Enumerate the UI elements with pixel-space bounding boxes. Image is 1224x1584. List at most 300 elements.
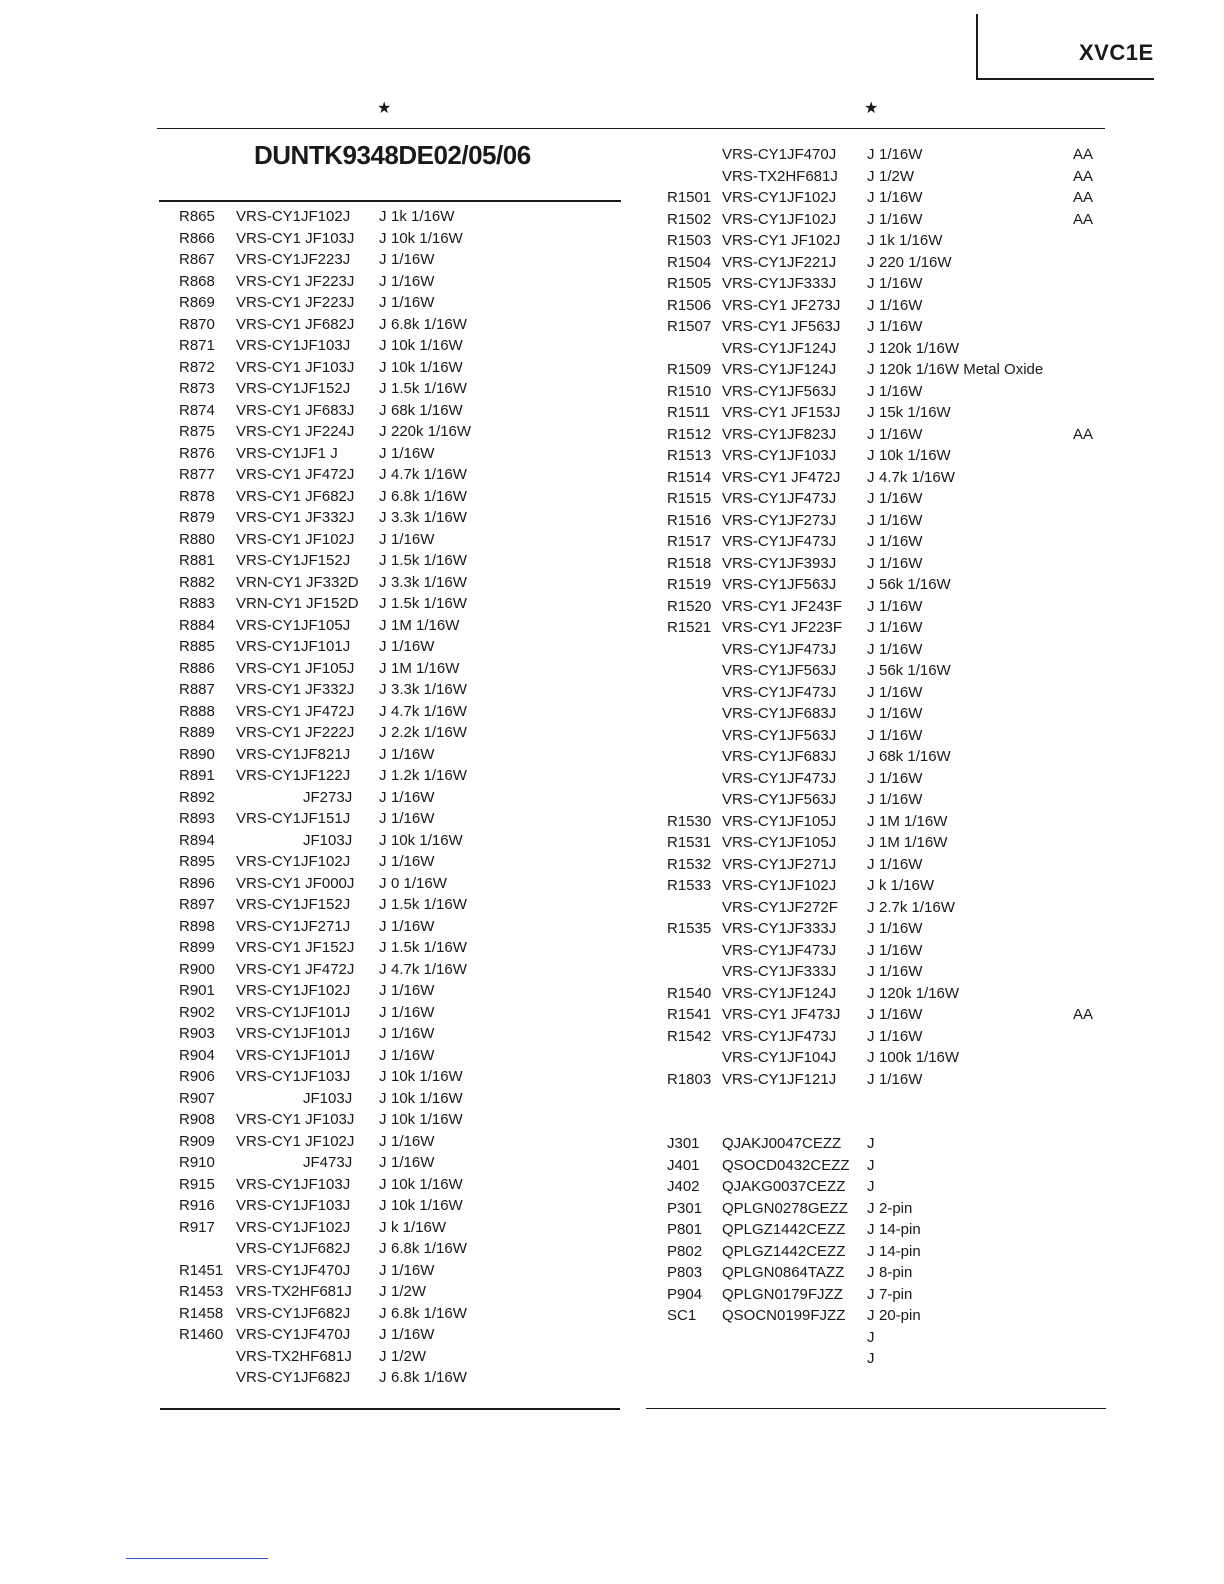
part-code: J [867, 855, 875, 873]
part-ref: R885 [179, 638, 215, 655]
part-ref: R1541 [667, 1006, 712, 1023]
part-desc: 1/16W [391, 294, 435, 311]
part-code: J [867, 726, 875, 744]
part-part: VRS-CY1JF1 J [236, 444, 338, 462]
part-ref: R901 [179, 982, 215, 999]
part-desc: 1/16W [391, 853, 435, 870]
part-code: J [379, 896, 387, 913]
part-row [179, 228, 619, 250]
part-desc: 1/16W [391, 1003, 435, 1021]
part-row [667, 402, 1107, 424]
part-ref: R916 [179, 1197, 215, 1214]
part-row [179, 1195, 619, 1217]
part-code: J [379, 251, 387, 268]
part-row [667, 381, 1107, 403]
part-desc: 56k 1/16W [879, 576, 951, 593]
part-desc: 10k 1/16W [391, 1175, 463, 1193]
part-part: VRS-CY1JF682J [236, 1240, 351, 1257]
part-ref: J401 [667, 1156, 700, 1174]
part-ref: R888 [179, 702, 215, 720]
part-row [179, 314, 619, 336]
part-ref: SC1 [667, 1307, 697, 1324]
part-code: J [379, 1175, 387, 1193]
part-code: J [379, 724, 387, 741]
part-part: VRS-CY1 JF683J [236, 401, 355, 419]
part-row [179, 765, 619, 787]
part-desc: 4.7k 1/16W [391, 702, 467, 720]
part-part: VRS-CY1 JF243F [722, 597, 843, 615]
part-part: VRS-CY1JF103J [236, 1197, 351, 1214]
part-part: VRS-CY1JF101J [236, 1046, 351, 1064]
part-code: J [867, 1221, 875, 1238]
part-part: VRS-CY1 JF000J [236, 874, 355, 892]
part-ref: R899 [179, 939, 215, 956]
part-desc: 1/2W [879, 167, 915, 185]
part-part: VRS-CY1JF473J [722, 1027, 837, 1045]
part-row [179, 1152, 619, 1174]
part-part: VRS-CY1 JF102J [236, 1132, 355, 1150]
part-part: VRS-CY1 JF223J [236, 294, 355, 311]
part-part: VRS-CY1JF105J [722, 834, 837, 851]
part-code: J [867, 597, 875, 615]
part-desc: 1/16W [391, 1025, 435, 1042]
part-part: VRS-CY1JF152J [236, 552, 351, 569]
part-row [179, 679, 619, 701]
part-ref: R902 [179, 1003, 215, 1021]
part-desc: 1/16W [879, 597, 923, 615]
part-ref: R917 [179, 1218, 215, 1236]
part-row [179, 464, 619, 486]
part-ref: R1535 [667, 920, 712, 937]
part-desc: 1/16W [879, 1070, 923, 1088]
part-ref: R1512 [667, 425, 712, 443]
model-number: XVC1E [1079, 40, 1154, 65]
part-row [667, 252, 1107, 274]
part-row [667, 746, 1107, 768]
part-ref: R889 [179, 724, 215, 741]
part-row [179, 271, 619, 293]
part-ref: R1519 [667, 576, 712, 593]
part-desc: 1/16W [391, 638, 435, 655]
part-row [667, 639, 1107, 661]
part-part: QJAKJ0047CEZZ [722, 1135, 842, 1152]
part-ref: P803 [667, 1264, 703, 1281]
part-part: VRS-CY1JF473J [722, 683, 837, 701]
part-code: J [379, 229, 387, 247]
part-row [667, 1327, 1107, 1349]
part-part: VRS-CY1 JF103J [236, 229, 355, 247]
part-part: VRS-CY1JF333J [722, 275, 837, 292]
part-row [667, 467, 1107, 489]
part-code: J [867, 1006, 875, 1023]
part-part: QPLGZ1442CEZZ [722, 1242, 846, 1260]
part-desc: 1/16W [391, 810, 435, 827]
part-row [667, 316, 1107, 338]
part-ref: J402 [667, 1178, 700, 1195]
part-code: J [379, 1046, 387, 1064]
part-ref: R910 [179, 1154, 215, 1171]
part-ref: R896 [179, 874, 215, 892]
part-part: QJAKG0037CEZZ [722, 1178, 846, 1195]
part-ref: R1515 [667, 490, 712, 507]
part-row [179, 249, 619, 271]
part-ref: R1514 [667, 468, 712, 486]
part-desc: 20-pin [879, 1307, 921, 1324]
part-ref: R1458 [179, 1304, 224, 1322]
part-desc: 3.3k 1/16W [391, 573, 467, 591]
part-ref: R876 [179, 444, 215, 462]
part-part: VRS-CY1JF122J [236, 767, 351, 784]
part-ref: R909 [179, 1132, 215, 1150]
part-desc: 4.7k 1/16W [391, 466, 467, 483]
part-desc: 15k 1/16W [879, 404, 951, 421]
part-row [179, 851, 619, 873]
part-desc: 1/16W [879, 791, 923, 808]
part-ref: R1520 [667, 597, 712, 615]
part-row [667, 811, 1107, 833]
part-code: J [867, 1178, 875, 1195]
part-part: VRS-CY1JF683J [722, 705, 837, 722]
part-desc: 10k 1/16W [391, 229, 463, 247]
part-desc: 68k 1/16W [879, 748, 951, 765]
part-code: J [379, 1218, 387, 1236]
part-row [667, 961, 1107, 983]
part-row [667, 660, 1107, 682]
part-desc: 1/16W [391, 1261, 435, 1279]
part-code: J [379, 466, 387, 483]
part-desc: 4.7k 1/16W [879, 468, 955, 486]
part-ref: J301 [667, 1135, 700, 1152]
part-desc: 1/16W [879, 382, 923, 400]
part-row [179, 486, 619, 508]
part-row [179, 1088, 619, 1110]
part-desc: 1/16W [391, 530, 435, 548]
part-desc: 10k 1/16W [391, 1068, 463, 1085]
part-row [179, 830, 619, 852]
part-code: J [379, 315, 387, 333]
part-desc: 1/16W [391, 788, 435, 806]
part-desc: 1M 1/16W [391, 616, 460, 634]
part-code: J [379, 1240, 387, 1257]
part-ref: R915 [179, 1175, 215, 1193]
part-desc: 220k 1/16W [391, 423, 472, 440]
part-row [667, 1133, 1107, 1155]
part-ref: R1533 [667, 877, 712, 894]
part-rank: AA [1073, 210, 1094, 228]
part-ref: R891 [179, 767, 215, 784]
part-row [179, 1045, 619, 1067]
part-part: QPLGZ1442CEZZ [722, 1221, 846, 1238]
part-code: J [379, 982, 387, 999]
part-row [667, 983, 1107, 1005]
part-part: VRS-CY1 JF273J [722, 296, 841, 314]
part-part: VRS-CY1JF101J [236, 638, 351, 655]
part-part: VRS-CY1JF473J [722, 769, 837, 787]
part-desc: 1/16W [879, 1027, 923, 1045]
part-part: VRS-CY1JF821J [236, 745, 351, 763]
part-part: VRS-CY1JF473J [722, 490, 837, 507]
part-part: VRS-CY1 JF472J [236, 466, 355, 483]
part-row [667, 1069, 1107, 1091]
part-ref: R1502 [667, 210, 712, 228]
part-part: QPLGN0179FJZZ [722, 1285, 843, 1303]
part-code: J [379, 1154, 387, 1171]
part-part: VRS-CY1 JF563J [722, 318, 841, 335]
part-part: QPLGN0864TAZZ [722, 1264, 845, 1281]
part-code: J [379, 1261, 387, 1279]
part-row [179, 937, 619, 959]
part-desc: 10k 1/16W [879, 447, 951, 464]
part-row [179, 292, 619, 314]
part-row [667, 918, 1107, 940]
part-code: J [867, 339, 875, 357]
part-rank: AA [1073, 167, 1094, 185]
part-part: VRS-CY1JF333J [722, 920, 837, 937]
part-row [667, 209, 1107, 231]
part-row [667, 1348, 1107, 1370]
part-code: J [379, 208, 387, 225]
part-row [667, 789, 1107, 811]
part-part: VRS-CY1JF563J [722, 662, 837, 679]
part-code: J [379, 638, 387, 655]
unit-title-rule [159, 200, 621, 202]
part-row [667, 574, 1107, 596]
part-part: VRS-CY1JF563J [722, 791, 837, 808]
part-row [667, 1305, 1107, 1327]
part-part: VRS-CY1JF102J [722, 189, 837, 206]
part-row [667, 166, 1107, 188]
part-row [179, 1367, 619, 1389]
part-code: J [379, 616, 387, 634]
part-desc: 14-pin [879, 1242, 921, 1260]
part-desc: 68k 1/16W [391, 401, 463, 419]
part-code: J [379, 702, 387, 720]
part-part: VRS-CY1 JF105J [236, 659, 355, 677]
part-code: J [379, 595, 387, 612]
part-row [667, 338, 1107, 360]
part-ref: R877 [179, 466, 215, 483]
part-desc: 1/16W [879, 210, 923, 228]
part-code: J [867, 425, 875, 443]
part-desc: 1M 1/16W [879, 834, 948, 851]
part-code: J [379, 1068, 387, 1085]
part-code: J [867, 511, 875, 529]
part-ref: R892 [179, 788, 215, 806]
part-ref: R886 [179, 659, 215, 677]
part-part: QSOCD0432CEZZ [722, 1156, 850, 1174]
part-code: J [867, 1285, 875, 1303]
part-part: VRS-CY1JF152J [236, 380, 351, 397]
part-desc: 100k 1/16W [879, 1049, 960, 1066]
part-code: J [867, 705, 875, 722]
part-part: JF103J [303, 831, 353, 849]
part-row [179, 593, 619, 615]
part-desc: 1/16W [879, 554, 923, 572]
part-row [667, 1155, 1107, 1177]
part-row [667, 273, 1107, 295]
part-ref: P904 [667, 1285, 703, 1303]
part-ref: R898 [179, 917, 215, 935]
part-desc: 1/16W [391, 917, 435, 935]
part-rank: AA [1073, 1006, 1094, 1023]
part-desc: 1/16W [879, 769, 923, 787]
part-desc: 1/16W [879, 640, 923, 658]
part-part: VRS-CY1JF102J [236, 1218, 351, 1236]
part-part: VRS-CY1JF101J [236, 1003, 351, 1021]
part-row [667, 854, 1107, 876]
part-desc: 120k 1/16W [879, 339, 960, 357]
part-desc: 1/16W [879, 146, 923, 163]
part-row [179, 1066, 619, 1088]
part-ref: R1803 [667, 1070, 712, 1088]
part-row [667, 1047, 1107, 1069]
part-desc: 1/16W [879, 705, 923, 722]
part-part: VRS-CY1JF103J [236, 1175, 351, 1193]
part-desc: 1/16W [879, 275, 923, 292]
part-part: VRS-CY1 JF223J [236, 272, 355, 290]
part-code: J [379, 1003, 387, 1021]
part-desc: 2.7k 1/16W [879, 898, 955, 916]
part-row [179, 1238, 619, 1260]
part-row [667, 682, 1107, 704]
part-part: VRS-CY1 JF332J [236, 681, 355, 698]
part-part: VRS-CY1JF563J [722, 382, 837, 400]
part-code: J [379, 745, 387, 763]
part-ref: R1451 [179, 1261, 224, 1279]
part-row [667, 832, 1107, 854]
part-ref: R881 [179, 552, 215, 569]
part-code: J [867, 447, 875, 464]
part-code: J [867, 662, 875, 679]
part-part: JF273J [303, 788, 353, 806]
part-part: VRN-CY1 JF332D [236, 573, 359, 591]
part-ref: R1507 [667, 318, 712, 335]
part-row [179, 529, 619, 551]
part-ref: R1517 [667, 533, 712, 550]
part-part: VRS-CY1JF102J [236, 982, 351, 999]
part-part: VRS-CY1JF102J [236, 208, 351, 225]
part-row [179, 1109, 619, 1131]
part-code: J [867, 1027, 875, 1045]
part-part: VRN-CY1 JF152D [236, 595, 359, 612]
part-code: J [379, 939, 387, 956]
part-part: VRS-CY1 JF224J [236, 423, 355, 440]
part-part: VRS-CY1JF102J [722, 877, 837, 894]
part-code: J [379, 1025, 387, 1042]
part-part: VRS-TX2HF681J [236, 1283, 352, 1300]
part-ref: R1510 [667, 382, 712, 400]
part-part: VRS-CY1JF333J [722, 963, 837, 980]
unit-title: DUNTK9348DE02/05/06 [254, 140, 531, 170]
part-row [667, 1090, 1107, 1112]
part-code: J [379, 810, 387, 827]
footer-link-underline[interactable] [126, 1558, 268, 1559]
part-code: J [867, 1070, 875, 1088]
part-ref: P801 [667, 1221, 703, 1238]
part-desc: 1.5k 1/16W [391, 939, 467, 956]
part-row [179, 1023, 619, 1045]
part-desc: 10k 1/16W [391, 1197, 463, 1214]
part-rank: AA [1073, 146, 1094, 163]
part-ref: R1460 [179, 1326, 224, 1343]
part-desc: 1/16W [879, 941, 923, 959]
part-ref: R867 [179, 251, 215, 268]
part-desc: 3.3k 1/16W [391, 681, 467, 698]
part-desc: 1/16W [391, 1132, 435, 1150]
part-desc: 1.5k 1/16W [391, 896, 467, 913]
part-ref: R908 [179, 1111, 215, 1128]
part-part: VRS-CY1 JF473J [722, 1006, 841, 1023]
part-desc: 1/2W [391, 1283, 427, 1300]
part-row [179, 507, 619, 529]
part-part: VRS-CY1JF101J [236, 1025, 351, 1042]
part-row [667, 768, 1107, 790]
part-desc: 1/16W [879, 425, 923, 443]
part-code: J [867, 791, 875, 808]
part-row [179, 636, 619, 658]
part-row [179, 787, 619, 809]
part-desc: 7-pin [879, 1285, 913, 1303]
part-code: J [867, 554, 875, 572]
part-part: VRS-CY1 JF682J [236, 315, 355, 333]
part-desc: 10k 1/16W [391, 358, 463, 376]
part-desc: 1M 1/16W [391, 659, 460, 677]
part-code: J [379, 1369, 387, 1386]
part-desc: 1M 1/16W [879, 812, 948, 830]
part-part: VRS-CY1JF273J [722, 511, 837, 529]
part-desc: 1/16W [391, 1326, 435, 1343]
part-code: J [867, 963, 875, 980]
part-ref: R1516 [667, 511, 712, 529]
part-code: J [379, 874, 387, 892]
part-desc: 0 1/16W [391, 874, 447, 892]
part-desc: 1/2W [391, 1347, 427, 1365]
part-desc: 1/16W [879, 963, 923, 980]
part-desc: 1.5k 1/16W [391, 595, 467, 612]
part-part: JF473J [303, 1154, 353, 1171]
part-row [179, 894, 619, 916]
part-desc: 1/16W [391, 1046, 435, 1064]
part-row [667, 510, 1107, 532]
part-code: J [867, 748, 875, 765]
part-desc: 1/16W [391, 982, 435, 999]
part-part: VRS-CY1JF272F [722, 898, 838, 916]
part-part: VRS-CY1 JF102J [722, 232, 841, 249]
part-rank: AA [1073, 425, 1094, 443]
part-rank: AA [1073, 189, 1094, 206]
part-row [179, 400, 619, 422]
part-part: VRS-CY1JF823J [722, 425, 837, 443]
part-code: J [379, 294, 387, 311]
part-row [179, 1131, 619, 1153]
part-code: J [867, 404, 875, 421]
part-part: VRS-CY1 JF222J [236, 724, 355, 741]
part-part: VRS-CY1JF473J [722, 533, 837, 550]
part-desc: 8-pin [879, 1264, 913, 1281]
part-ref: R895 [179, 853, 215, 870]
part-row [179, 421, 619, 443]
part-code: J [379, 831, 387, 849]
part-part: VRS-TX2HF681J [722, 167, 838, 185]
part-row [667, 144, 1107, 166]
part-code: J [867, 253, 875, 271]
part-code: J [379, 1304, 387, 1322]
part-row [667, 488, 1107, 510]
part-ref: R887 [179, 681, 215, 698]
part-code: J [867, 640, 875, 658]
part-desc: 4.7k 1/16W [391, 960, 467, 978]
part-code: J [867, 1307, 875, 1324]
